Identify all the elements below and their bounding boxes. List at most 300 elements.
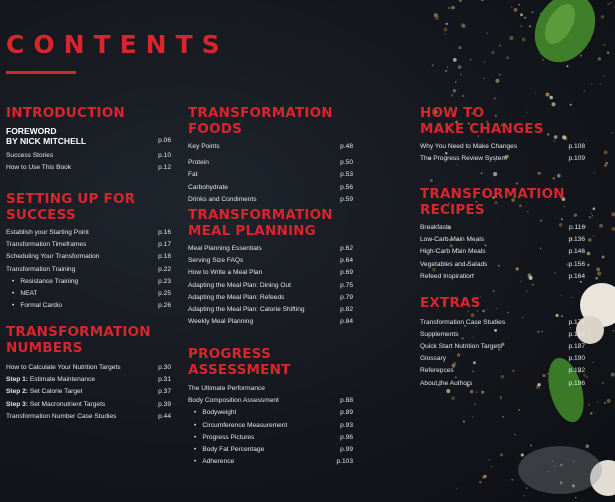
toc-row[interactable] [6, 411, 171, 423]
spice-speck [449, 7, 451, 9]
entry-text: Drinks and Condiments [188, 195, 257, 203]
page-number: p.56 [340, 183, 353, 191]
toc-entry-label [420, 259, 487, 271]
page-number: p.31 [158, 376, 171, 384]
section-heading: TRANSFORMATION MEAL PLANNING [188, 207, 333, 239]
toc-row[interactable] [6, 227, 171, 239]
section-changes [420, 106, 585, 165]
page-number: p.17 [158, 241, 171, 249]
toc-row[interactable] [420, 317, 585, 329]
section-heading: TRANSFORMATION NUMBERS [6, 324, 151, 356]
spice-speck [587, 252, 591, 256]
toc-row[interactable] [188, 157, 353, 169]
spice-speck [607, 399, 611, 403]
toc-entry-label [188, 395, 279, 407]
spice-speck [451, 6, 455, 10]
page-number: p.174 [568, 318, 585, 326]
page-number: p.93 [340, 421, 353, 429]
toc-row[interactable] [420, 259, 585, 271]
spice-speck [586, 140, 587, 141]
entry-text: NEAT [20, 290, 38, 298]
section-numbers [6, 325, 171, 423]
toc-row[interactable] [188, 182, 353, 194]
toc-row[interactable] [188, 292, 353, 304]
spice-speck [592, 215, 593, 216]
toc-entry-label [6, 239, 86, 251]
spice-speck [604, 164, 607, 167]
toc-row[interactable] [6, 399, 171, 411]
entry-text: Body Composition Assessment [188, 397, 279, 405]
toc-row[interactable] [6, 374, 171, 386]
toc-entry-label [188, 280, 291, 292]
toc-row[interactable] [188, 255, 353, 267]
section-heading: HOW TO MAKE CHANGES [420, 105, 544, 137]
spice-speck [607, 51, 610, 54]
entry-text: Weekly Meal Planning [188, 318, 254, 326]
toc-entry-label [6, 276, 78, 288]
toc-list [6, 362, 171, 423]
spice-speck [481, 391, 484, 394]
progress-intro-text: The Ultimate Performance [188, 385, 265, 392]
spice-speck [549, 96, 553, 100]
spice-speck [518, 4, 520, 6]
section-heading: PROGRESS ASSESSMENT [188, 346, 291, 378]
spice-speck [515, 434, 516, 435]
entry-text: Transformation Timeframes [6, 241, 87, 249]
spice-speck [545, 92, 549, 96]
spice-speck [611, 373, 615, 377]
entry-text: Formal Cardio [20, 302, 63, 310]
spice-speck [458, 46, 461, 49]
spice-speck [602, 382, 604, 384]
page-number: p.53 [340, 171, 353, 179]
spice-speck [590, 412, 592, 414]
spice-speck [526, 290, 527, 291]
entry-text: Body Fat Percentage [202, 446, 265, 454]
toc-entry-label [6, 399, 105, 411]
page-number: p.16 [158, 229, 171, 236]
page-number: p.59 [340, 195, 353, 203]
spice-speck [604, 150, 608, 154]
spice-speck [593, 172, 595, 174]
entry-text: About the Authors [420, 379, 473, 387]
spice-speck [604, 402, 606, 404]
section-heading: INTRODUCTION [6, 105, 125, 121]
toc-row[interactable] [420, 234, 585, 246]
entry-text: Transformation Training [6, 265, 76, 273]
page-number: p.23 [158, 277, 171, 285]
entry-text: Breakfasts [420, 224, 452, 231]
entry-text: Progress Pictures [202, 433, 255, 441]
spice-speck [430, 179, 433, 182]
section-heading: EXTRAS [420, 295, 481, 311]
spice-speck [520, 13, 523, 16]
spice-speck [538, 172, 541, 175]
spice-speck [472, 416, 474, 418]
spice-speck [494, 97, 496, 99]
page-number: p.108 [568, 143, 585, 150]
page-number: p.88 [340, 397, 353, 405]
spice-speck [495, 79, 499, 83]
entry-text: The Progress Review System [420, 155, 507, 163]
toc-row[interactable] [188, 316, 353, 328]
page-number: p.82 [340, 306, 353, 314]
spice-speck [610, 2, 611, 3]
section-meal-planning [188, 208, 353, 328]
spice-speck [584, 90, 586, 92]
toc-list [420, 141, 585, 165]
page-number: p.10 [158, 151, 171, 159]
spice-speck [611, 212, 615, 216]
toc-row[interactable] [420, 153, 585, 165]
entry-text: Success Stories [6, 151, 54, 159]
spice-speck [451, 94, 453, 96]
section-heading: TRANSFORMATION RECIPES [420, 186, 565, 218]
toc-entry-label [188, 243, 262, 255]
entry-text: Bodyweight [202, 409, 237, 417]
toc-row[interactable] [188, 420, 353, 432]
spice-speck [470, 59, 472, 61]
toc-entry-label [420, 353, 446, 365]
toc-entry-label [188, 316, 253, 328]
toc-entry-label [188, 182, 228, 194]
spice-speck [514, 8, 518, 12]
page-number: p.146 [568, 248, 585, 256]
toc-entry-label [6, 300, 62, 312]
entry-text: Estimate Maintenance [29, 376, 96, 384]
toc-entry-label [188, 194, 257, 206]
toc-entry-label [6, 150, 53, 162]
page-number: p.192 [568, 367, 585, 375]
toc-entry-label [188, 407, 236, 419]
page-number: p.25 [158, 290, 171, 298]
spice-speck [608, 3, 610, 5]
page-number: p.37 [158, 388, 171, 396]
spice-speck [521, 453, 524, 456]
spice-speck [591, 83, 592, 84]
spice-speck [597, 401, 598, 402]
toc-entry-label [6, 251, 99, 263]
entry-text: Protein [188, 159, 209, 167]
entry-text: Why You Need to Make Changes [420, 143, 518, 150]
spice-speck [447, 67, 448, 68]
page-number: p.18 [158, 253, 171, 261]
toc-entry-label [6, 362, 121, 374]
toc-entry-label [420, 234, 484, 246]
toc-row[interactable] [420, 271, 585, 283]
toc-row[interactable] [420, 353, 585, 365]
toc-row[interactable] [420, 141, 585, 153]
page-number: p.156 [568, 260, 585, 268]
step-label: Step 3: [6, 400, 28, 408]
spice-speck [588, 238, 592, 242]
toc-entry-label [420, 329, 459, 341]
page-number: p.136 [568, 236, 585, 244]
spice-speck [470, 390, 473, 393]
toc-row[interactable] [188, 141, 353, 153]
spice-speck [435, 16, 439, 20]
spice-speck [591, 213, 592, 214]
toc-entry-label [420, 271, 474, 283]
section-setting-up [6, 192, 171, 312]
toc-entry-label [420, 365, 454, 377]
entry-text: Glossary [420, 355, 447, 363]
toc-entry-label [420, 246, 486, 258]
toc-entry-label [6, 288, 37, 300]
toc-entry-label [188, 292, 284, 304]
spice-speck [532, 11, 534, 13]
spice-speck [493, 172, 497, 176]
spice-speck [597, 272, 601, 276]
spice-speck [490, 465, 492, 467]
entry-text: Key Points [188, 143, 220, 150]
toc-row[interactable] [420, 365, 585, 377]
spice-speck [511, 479, 513, 481]
toc-list [6, 150, 171, 174]
spice-speck [460, 74, 462, 76]
spice-speck [524, 495, 525, 496]
entry-text: Serving Size FAQs [188, 257, 244, 265]
section-introduction [6, 106, 171, 174]
spice-speck [520, 25, 522, 27]
toc-entry-label [188, 456, 234, 468]
spice-speck [530, 445, 532, 447]
spice-speck [462, 24, 466, 28]
entry-text: References [420, 367, 454, 375]
spice-speck [522, 37, 526, 41]
spice-speck [552, 177, 555, 180]
toc-list [6, 227, 171, 312]
toc-list [420, 222, 585, 283]
page-number: p.12 [158, 163, 171, 171]
toc-entry-label [420, 222, 451, 234]
toc-row[interactable] [6, 150, 171, 162]
section-heading: SETTING UP FOR SUCCESS [6, 191, 136, 223]
spice-speck [453, 58, 457, 62]
spice-speck [463, 421, 465, 423]
toc-row[interactable] [188, 395, 353, 407]
page-number: p.30 [158, 364, 171, 371]
entry-text: Transformation Case Studies [420, 318, 506, 326]
toc-list [188, 243, 353, 328]
entry-text: Adherence [202, 458, 235, 466]
entry-text: High-Carb Main Meals [420, 248, 486, 256]
spice-speck [526, 487, 528, 489]
spice-speck [518, 409, 520, 411]
spice-speck [481, 172, 483, 174]
spice-speck [486, 33, 487, 34]
page-number: p.26 [158, 302, 171, 310]
toc-row[interactable] [188, 169, 353, 181]
page-number: p.62 [340, 245, 353, 252]
spice-speck [483, 78, 484, 79]
spice-speck [603, 44, 605, 46]
toc-entry-label [188, 255, 243, 267]
toc-row[interactable] [420, 222, 585, 234]
toc-entry-label [420, 317, 505, 329]
entry-text: Quick Start Nutrition Targets [420, 342, 503, 350]
section-recipes [420, 187, 585, 283]
spice-speck [445, 70, 447, 72]
toc-entry-label [188, 141, 220, 153]
entry-text: Adapting the Meal Plan: Dining Out [188, 281, 291, 289]
entry-text: How to Write a Meal Plan [188, 269, 263, 277]
spice-speck [603, 75, 605, 77]
toc-entry-label [188, 169, 198, 181]
spice-speck [580, 55, 582, 57]
spice-speck [567, 65, 569, 67]
title-underline [6, 71, 76, 74]
spice-speck [601, 15, 605, 19]
toc-row[interactable] [188, 194, 353, 206]
toc-entry-label [6, 386, 82, 398]
toc-entry-label [6, 374, 95, 386]
toc-row[interactable] [6, 386, 171, 398]
toc-entry-label [6, 227, 89, 239]
entry-text: Low-Carb Main Meals [420, 236, 485, 244]
step-label: Step 2: [6, 388, 28, 396]
spice-speck [593, 207, 596, 210]
toc-row[interactable] [420, 378, 585, 390]
page-number: p.44 [158, 412, 171, 420]
spice-speck [432, 64, 434, 66]
page-number: p.186 [568, 330, 585, 338]
entry-text: Transformation Number Case Studies [6, 412, 117, 420]
spice-speck [488, 459, 490, 461]
toc-entry-label [188, 157, 209, 169]
spice-speck [602, 256, 605, 259]
toc-row[interactable] [420, 329, 585, 341]
toc-row[interactable] [420, 341, 585, 353]
toc-row[interactable] [6, 300, 171, 312]
entry-text: Set Calorie Target [29, 388, 83, 396]
toc-entry-label [420, 153, 507, 165]
toc-entry-label [420, 378, 472, 390]
entry-text: Scheduling Your Transformation [6, 253, 100, 261]
entry-text: Adapting the Meal Plan: Calorie Shifting [188, 306, 305, 314]
toc-entry-label [6, 264, 75, 276]
spice-speck [482, 475, 485, 478]
spice-speck [479, 481, 481, 483]
toc-entry-label [188, 304, 305, 316]
page-number: p.164 [568, 272, 585, 280]
entry-text: Adapting the Meal Plan: Refeeds [188, 293, 285, 301]
toc-row[interactable] [6, 264, 171, 276]
spice-speck [600, 83, 602, 85]
spice-speck [443, 28, 447, 32]
spice-speck [476, 391, 478, 393]
spice-speck [462, 95, 464, 97]
spice-speck [585, 376, 588, 379]
toc-row[interactable] [6, 288, 171, 300]
entry-text: Meal Planning Essentials [188, 245, 262, 252]
entry-text: Establish your Starting Point [6, 229, 89, 236]
spice-speck [612, 330, 614, 332]
toc-entry-label [188, 420, 287, 432]
toc-row[interactable] [6, 251, 171, 263]
spice-speck [529, 25, 531, 27]
page-number: p.48 [340, 143, 353, 150]
spice-speck [500, 396, 502, 398]
page-number: p.79 [340, 293, 353, 301]
spice-speck [502, 416, 504, 418]
toc-row[interactable] [188, 456, 353, 468]
toc-row[interactable] [188, 267, 353, 279]
toc-row[interactable] [188, 243, 353, 255]
page-number: p.99 [340, 446, 353, 454]
toc-row[interactable] [6, 276, 171, 288]
section-extras [420, 296, 585, 390]
toc-entry-label [188, 267, 262, 279]
entry-text: Refeed Inspiration [420, 272, 474, 280]
step-label: Step 1: [6, 376, 28, 384]
section-foods [188, 106, 353, 206]
toc-list [188, 395, 353, 468]
toc-row[interactable] [420, 246, 585, 258]
spice-speck [532, 284, 533, 285]
spice-speck [535, 92, 536, 93]
spice-speck [500, 398, 502, 400]
spice-speck [453, 89, 457, 93]
page-number: p.187 [568, 342, 585, 350]
spice-speck [589, 216, 591, 218]
toc-row[interactable] [188, 444, 353, 456]
page-number: p.190 [568, 355, 585, 363]
toc-entry-label [188, 432, 254, 444]
spice-speck [611, 227, 615, 231]
spice-speck [588, 404, 589, 405]
spice-speck [474, 404, 475, 405]
toc-row[interactable] [188, 407, 353, 419]
spice-speck [586, 444, 590, 448]
page-number: p.06 [158, 136, 171, 144]
spice-speck [500, 453, 503, 456]
spice-speck [587, 264, 590, 267]
page-number: p.109 [568, 155, 585, 163]
spice-speck [509, 36, 513, 40]
page-number: p.22 [158, 265, 171, 273]
entry-text: Carbohydrate [188, 183, 228, 191]
sea-salt-pile [518, 446, 602, 494]
page-number: p.103 [336, 458, 353, 466]
page-number: p.89 [340, 409, 353, 417]
toc-list [420, 317, 585, 390]
spice-speck [493, 290, 495, 292]
spice-speck [596, 268, 600, 272]
toc-row[interactable] [6, 239, 171, 251]
spice-speck [506, 56, 509, 59]
spice-speck [542, 59, 544, 61]
entry-text: Vegetables and Salads [420, 260, 488, 268]
toc-row[interactable] [188, 432, 353, 444]
toc-row[interactable] [6, 362, 171, 374]
entry-text: How to Calculate Your Nutrition Targets [6, 364, 121, 371]
toc-row[interactable] [188, 304, 353, 316]
page-number: p.69 [340, 269, 353, 277]
page-number: p.116 [568, 224, 585, 231]
toc-row[interactable] [6, 162, 171, 174]
toc-row[interactable] [188, 280, 353, 292]
spice-speck [593, 235, 595, 237]
spice-speck [451, 396, 455, 400]
toc-entry-label [188, 444, 264, 456]
toc-row-foreword[interactable] [6, 122, 171, 147]
spice-speck [595, 277, 598, 280]
toc-entry-label [420, 341, 502, 353]
spice-speck [456, 488, 457, 489]
spice-speck [484, 61, 485, 62]
spice-speck [491, 51, 494, 54]
